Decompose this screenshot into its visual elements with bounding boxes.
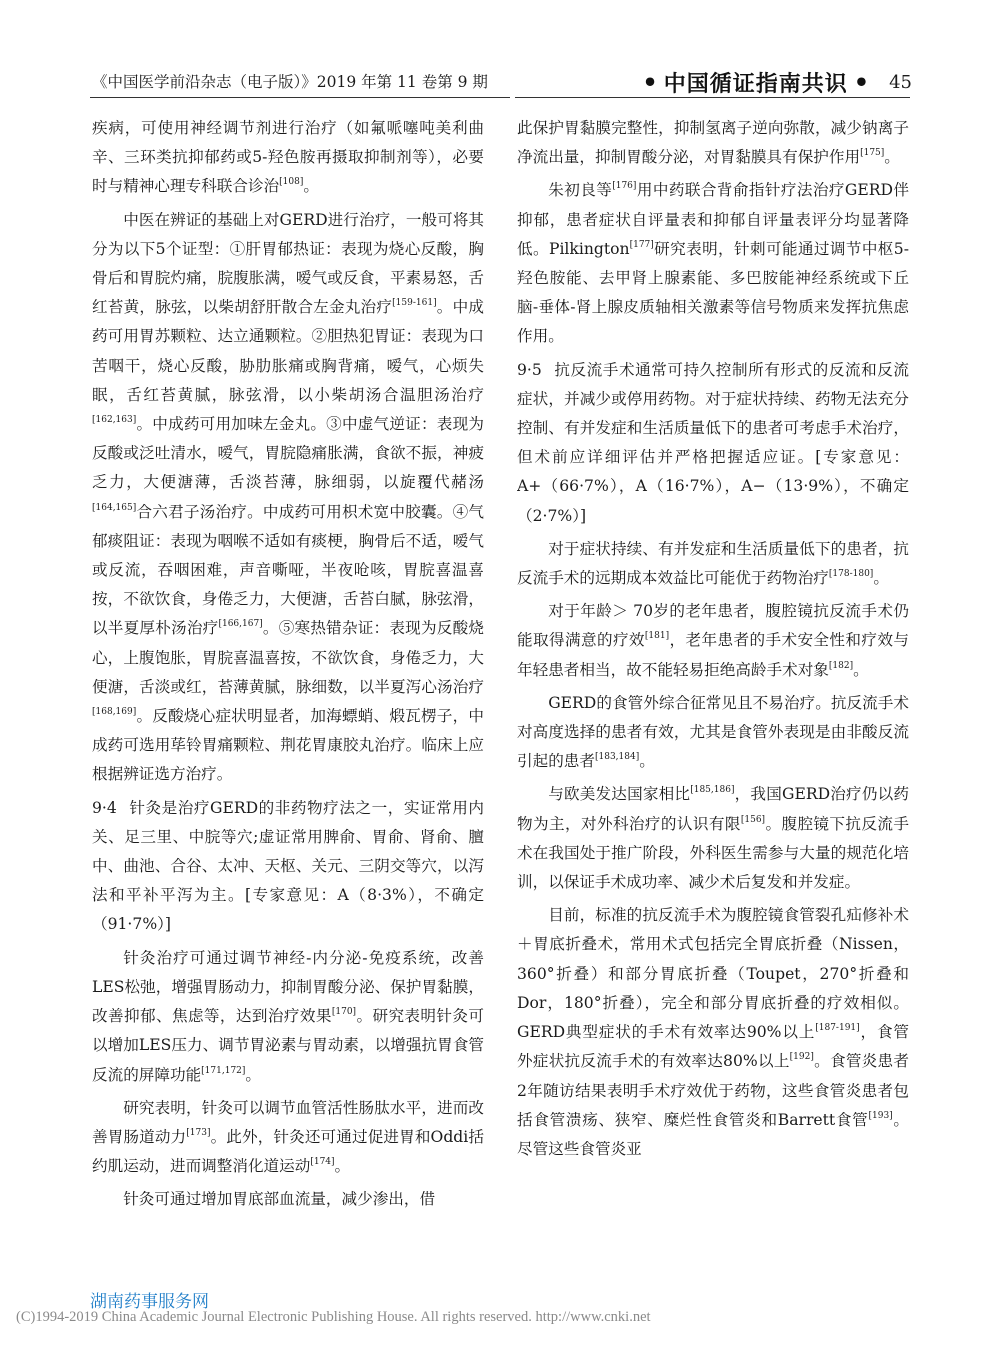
- citation: [168,169]: [92, 707, 137, 718]
- copyright-line: (C)1994-2019 China Academic Journal Electronic Publishing House. All rights reserved. http://www.cnki.net: [16, 1309, 651, 1325]
- citation: [192]: [789, 1052, 814, 1063]
- citation: [156]: [740, 814, 766, 825]
- right-column: [517, 114, 909, 1280]
- header-rule-right: [515, 97, 910, 98]
- citation: [187-191]: [815, 1023, 860, 1034]
- paragraph: 中医在辨证的基础上对GERD进行治疗，一般可将其分为以下5个证型：①肝胃郁热证：表现为烧心反酸，胸骨后和胃脘灼痛，脘腹胀满，嗳气或反食，平素易怒，舌红苔黄，脉弦，以柴胡舒肝散合左金丸治疗[159-161]。中成药可用胃苏颗粒、达立通颗粒。②胆热犯胃证：表现为口苦咽干，烧心反酸，胁肋胀痛或胸背痛，嗳气，心烦失眠，舌红苔黄腻，脉弦滑，以小柴胡汤合温胆汤治疗[162,163]。中成药可用加味左金丸。③中虚气逆证：表现为反酸或泛吐清水，嗳气，胃脘隐痛胀满，食欲不振，神疲乏力，大便溏薄，舌淡苔薄，脉细弱，以旋覆代赭汤[164,165]合六君子汤治疗。中成药可用枳术宽中胶囊。④气郁痰阻证：表现为咽喉不适如有痰梗，胸骨后不适，嗳气或反流，吞咽困难，声音嘶哑，半夜呛咳，胃脘喜温喜按，不欲饮食，身倦乏力，大便溏，舌苔白腻，脉弦滑，以半夏厚朴汤治疗[166,167]。⑤寒热错杂证：表现为反酸烧心，上腹饱胀，胃脘喜温喜按，不欲饮食，身倦乏力，大便溏，舌淡或红，苔薄黄腻，脉细数，以半夏泻心汤治疗[168,169]。反酸烧心症状明显者，加海螵蛸、煅瓦楞子，中成药可选用荜铃胃痛颗粒、荆花胃康胶丸治疗。临床上应根据辨证选方治疗。: [92, 210, 484, 784]
- citation: [159-161]: [392, 298, 437, 309]
- section-title: 中国循证指南共识: [663, 71, 848, 97]
- section-paragraph-9-4: 9·4 针灸是治疗GERD的非药物疗法之一，实证常用内关、足三里、中脘等穴;虚证常用脾俞、胃俞、肾俞、膻中、曲池、合谷、太冲、天枢、关元、三阴交等穴，以泻法和平补平泻为主。[专家意见：A（8·3%），不确定（91·7%）]: [92, 794, 484, 940]
- citation: [183,184]: [594, 752, 640, 763]
- citation: [162,163]: [92, 415, 137, 426]
- paragraph: 对于年龄＞ 70岁的老年患者，腹腔镜抗反流手术仍能取得满意的疗效[181]，老年患者的手术安全性和疗效与年轻患者相当，故不能轻易拒绝高龄手术对象[182]。: [517, 602, 909, 679]
- paragraph: 针灸可通过增加胃底部血流量，减少渗出，借: [123, 1190, 436, 1209]
- header-rule-left: [90, 97, 510, 98]
- citation: [175]: [860, 148, 885, 159]
- watermark-text: 湖南药事服务网: [90, 1292, 209, 1312]
- paragraph: 疾病，可使用神经调节剂进行治疗（如氟哌噻吨美利曲辛、三环类抗抑郁药或5-羟色胺再摄取抑制剂等），必要时与精神心理专科联合诊治[108]。: [92, 119, 484, 196]
- paragraph: 与欧美发达国家相比[185,186]，我国GERD治疗仍以药物为主，对外科治疗的认识有限[156]。腹腔镜下抗反流手术在我国处于推广阶段，外科医生需参与大量的规范化培训，以保证手术成功率、减少术后复发和并发症。: [517, 785, 909, 892]
- journal-header: 《中国医学前沿杂志（电子版）》2019 年第 11 卷第 9 期: [92, 73, 488, 91]
- paragraph: 此保护胃黏膜完整性，抑制氢离子逆向弥散，减少钠离子净流出量，抑制胃酸分泌，对胃黏膜具有保护作用[175]。: [517, 119, 909, 167]
- citation: [185,186]: [690, 785, 735, 796]
- paragraph: 目前，标准的抗反流手术为腹腔镜食管裂孔疝修补术＋胃底折叠术，常用术式包括完全胃底折叠（Nissen，360°折叠）和部分胃底折叠（Toupet，270°折叠和Dor，180°折叠），完全和部分胃底折叠的疗效相似。GERD典型症状的手术有效率达90%以上[187-191]，食管外症状抗反流手术的有效率达80%以上[192]。食管炎患者2年随访结果表明手术疗效优于药物，这些食管炎患者包括食管溃疡、狭窄、糜烂性食管炎和Barrett食管[193]。尽管这些食管炎亚: [517, 906, 909, 1158]
- bullet-left: •: [642, 67, 658, 97]
- citation: [164,165]: [92, 502, 137, 513]
- paragraph: 针灸治疗可通过调节神经-内分泌-免疫系统，改善LES松弛，增强胃肠动力，抑制胃酸分泌、保护胃黏膜，改善抑郁、焦虑等，达到治疗效果[170]。研究表明针灸可以增加LES压力、调节胃泌素与胃动素，以增强抗胃食管反流的屏障功能[171,172]。: [92, 948, 484, 1084]
- citation: [178-180]: [828, 569, 874, 580]
- citation: [108]: [279, 177, 304, 188]
- page-number: 45: [889, 71, 912, 93]
- paragraph: 研究表明，针灸可以调节血管活性肠肽水平，进而改善胃肠道动力[173]。此外，针灸还可通过促进胃和Oddi括约肌运动，进而调整消化道运动[174]。: [92, 1098, 484, 1176]
- section-number: 9·5: [517, 360, 542, 379]
- citation: [193]: [868, 1110, 893, 1121]
- left-column: [92, 114, 484, 1280]
- section-header: [622, 66, 912, 98]
- citation: [177]: [629, 239, 654, 250]
- section-number: 9·4: [92, 798, 117, 817]
- citation: [170]: [331, 1007, 357, 1018]
- citation: [182]: [828, 660, 854, 671]
- citation: [181]: [644, 631, 670, 642]
- citation: [174]: [310, 1157, 335, 1168]
- citation: [176]: [612, 181, 637, 192]
- bullet-right: •: [853, 67, 870, 97]
- citation: [171,172]: [201, 1065, 246, 1076]
- paragraph: GERD的食管外综合征常见且不易治疗。抗反流手术对高度选择的患者有效，尤其是食管外表现是由非酸反流引起的患者[183,184]。: [517, 693, 909, 771]
- citation: [173]: [186, 1127, 211, 1138]
- paragraph: 朱初良等[176]用中药联合背俞指针疗法治疗GERD伴抑郁，患者症状自评量表和抑郁自评量表评分均显著降低。Pilkington[177]研究表明，针刺可能通过调节中枢5-羟色胺能、去甲肾上腺素能、多巴胺能神经系统或下丘脑-垂体-肾上腺皮质轴相关激素等信号物质来发挥抗焦虑作用。: [517, 181, 909, 346]
- citation: [166,167]: [218, 619, 263, 630]
- section-paragraph-9-5: 9·5 抗反流手术通常可持久控制所有形式的反流和反流症状，并减少或停用药物。对于症状持续、药物无法充分控制、有并发症和生活质量低下的患者可考虑手术治疗，但术前应详细评估并严格把握适应证。[专家意见：A+（66·7%），A（16·7%），A−（13·9%），不确定（2·7%）]: [517, 356, 909, 531]
- paragraph: 对于症状持续、有并发症和生活质量低下的患者，抗反流手术的远期成本效益比可能优于药物治疗[178-180]。: [517, 539, 909, 588]
